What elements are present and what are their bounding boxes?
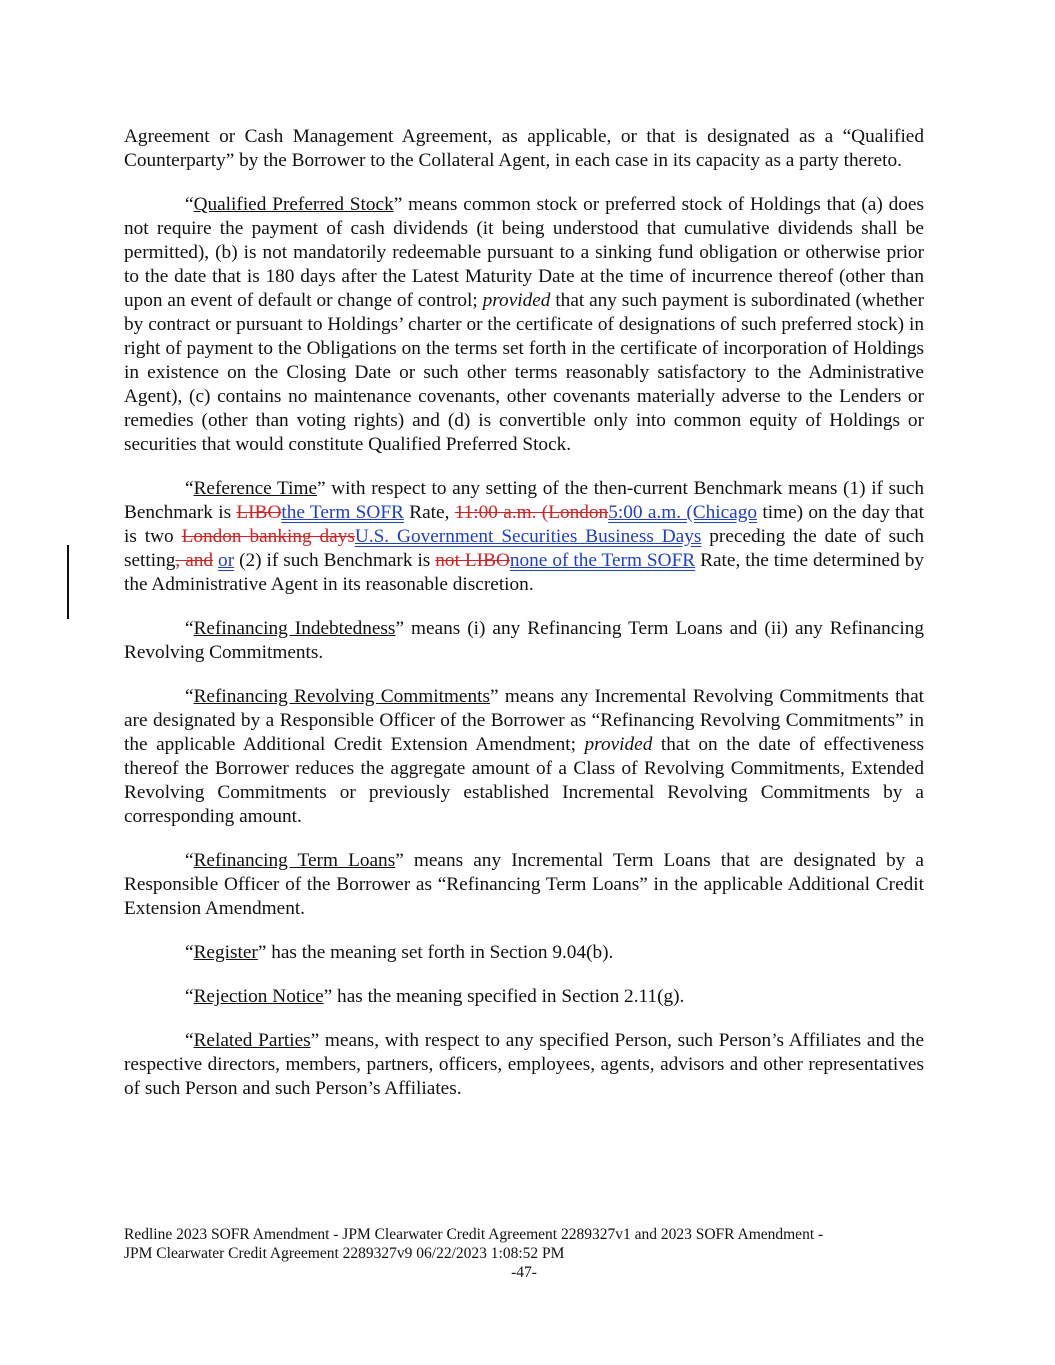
deleted-text: , and — [175, 550, 214, 571]
definition-rejection-notice: “Rejection Notice” has the meaning specified in Section 2.11(g). — [185, 986, 685, 1007]
defined-term: Register — [193, 942, 258, 963]
defined-term: Refinancing Term Loans — [193, 850, 396, 871]
defined-term: Refinancing Indebtedness — [193, 618, 396, 639]
italic-text: provided — [584, 734, 653, 755]
definition-register: “Register” has the meaning set forth in Section 9.04(b). — [185, 942, 614, 963]
document-body — [124, 125, 924, 1121]
page-number: -47- — [511, 1264, 537, 1281]
inserted-text: 5:00 a.m. (Chicago — [608, 502, 758, 523]
inserted-text: U.S. Government Securities Business Days — [354, 526, 702, 547]
definition-reference-time: “Reference Time” with respect to any setting of the then-current Benchmark means (1) if such Benchmark is LIBOthe Term SOFR Rate, 11:00 a.m. (London5:00 a.m. (Chicago time) on the day that is two London banking daysU.S. Government Securities Business Days preceding the date of such setting, and or (2) if such Benchmark is not LIBOnone of the Term SOFR Rate, the time determined by the Administrative Agent in its reasonable discretion. — [124, 478, 925, 595]
change-bar — [67, 545, 69, 619]
definition-refinancing-term-loans: “Refinancing Term Loans” means any Incremental Term Loans that are designated by a Responsible Officer of the Borrower as “Refinancing Term Loans” in the applicable Additional Credit Extension Amendment. — [124, 850, 924, 919]
deleted-text: 11:00 a.m. (London — [454, 502, 609, 523]
defined-term: Refinancing Revolving Commitments — [193, 686, 490, 707]
footer-line: Redline 2023 SOFR Amendment - JPM Clearwater Credit Agreement 2289327v1 and 2023 SOFR Amendment - — [124, 1226, 824, 1243]
deleted-text: London banking days — [181, 526, 355, 547]
page-footer — [124, 1225, 924, 1282]
inserted-text: or — [218, 550, 235, 571]
definition-related-parties: “Related Parties” means, with respect to any specified Person, such Person’s Affiliates and the respective directors, members, partners, officers, employees, agents, advisors and other representatives of such Person and such Person’s Affiliates. — [124, 1030, 925, 1099]
defined-term: Qualified Preferred Stock — [193, 194, 394, 215]
inserted-text: none of the Term SOFR — [509, 550, 696, 571]
defined-term: Rejection Notice — [193, 986, 324, 1007]
definition-qualified-preferred-stock: “Qualified Preferred Stock” means common stock or preferred stock of Holdings that (a) does not require the payment of cash dividends (it being understood that cumulative dividends shall be permitted), (b) is not mandatorily redeemable pursuant to a sinking fund obligation or otherwise prior to the date that is 180 days after the Latest Maturity Date at the time of incurrence thereof (other than upon an event of default or change of control; provided that any such payment is subordinated (whether by contract or pursuant to Holdings’ charter or the certificate of designations of such preferred stock) in right of payment to the Obligations on the terms set forth in the certificate of incorporation of Holdings in existence on the Closing Date or such other terms reasonably satisfactory to the Administrative Agent), (c) contains no maintenance covenants, other covenants materially adverse to the Lenders or remedies (other than voting rights) and (d) is convertible only into common equity of Holdings or securities that would constitute Qualified Preferred Stock. — [124, 194, 924, 455]
paragraph-continuation: Agreement or Cash Management Agreement, as applicable, or that is designated as a “Qualified Counterparty” by the Borrower to the Collateral Agent, in each case in its capacity as a party thereto. — [124, 126, 924, 171]
footer-line: JPM Clearwater Credit Agreement 2289327v9 06/22/2023 1:08:52 PM — [124, 1245, 565, 1262]
definition-refinancing-indebtedness: “Refinancing Indebtedness” means (i) any Refinancing Term Loans and (ii) any Refinancing Revolving Commitments. — [124, 618, 925, 663]
inserted-text: the Term SOFR — [281, 502, 404, 523]
deleted-text: LIBO — [236, 502, 282, 523]
defined-term: Reference Time — [193, 478, 318, 499]
definition-refinancing-revolving-commitments: “Refinancing Revolving Commitments” means any Incremental Revolving Commitments that are designated by a Responsible Officer of the Borrower as “Refinancing Revolving Commitments” in the applicable Additional Credit Extension Amendment; provided that on the date of effectiveness thereof the Borrower reduces the aggregate amount of a Class of Revolving Commitments, Extended Revolving Commitments or previously established Incremental Revolving Commitments by a corresponding amount. — [124, 686, 924, 827]
defined-term: Related Parties — [193, 1030, 311, 1051]
italic-text: provided — [482, 290, 551, 311]
deleted-text: not LIBO — [435, 550, 510, 571]
